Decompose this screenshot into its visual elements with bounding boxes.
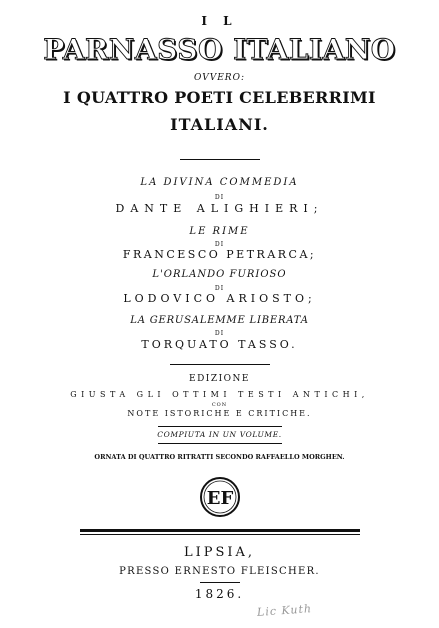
work-title-1: LA DIVINA COMMEDIA (140, 177, 299, 188)
divider-top (180, 159, 260, 160)
divider-compiuta-bottom (158, 443, 282, 444)
title-subtitle-1: I QUATTRO POETI CELEBERRIMI (63, 88, 376, 107)
edition-con: CON (211, 402, 228, 408)
edition-line-1: GIUSTA GLI OTTIMI TESTI ANTICHI, (70, 390, 369, 399)
edition-line-2: NOTE ISTORICHE E CRITICHE. (127, 409, 312, 418)
handwritten-signature: Lic Kuth (256, 602, 313, 619)
imprint-city: LIPSIA, (183, 545, 256, 560)
edition-compiuta: COMPIUTA IN UN VOLUME. (157, 430, 282, 439)
title-ovvero: OVVERO: (194, 73, 245, 83)
monogram-oval-icon (199, 476, 241, 518)
imprint-publisher: PRESSO ERNESTO FLEISCHER. (119, 566, 320, 577)
work-title-2: LE RIME (189, 226, 250, 237)
edition-label: EDIZIONE (189, 374, 250, 384)
divider-middle (170, 364, 270, 365)
imprint-year: 1826. (194, 587, 245, 601)
work-di-1: DI (214, 194, 225, 201)
work-author-3: LODOVICO ARIOSTO; (123, 292, 316, 305)
title-main: PARNASSO ITALIANO (43, 33, 396, 66)
imprint-divider (200, 582, 240, 583)
double-rule-thin (80, 534, 360, 535)
title-subtitle-2: ITALIANI. (170, 115, 269, 134)
monogram-letters: EF (206, 488, 234, 509)
double-rule-thick (80, 529, 360, 532)
work-di-2: DI (214, 241, 225, 248)
monogram-emblem (199, 476, 241, 518)
title-il: I L (201, 14, 238, 28)
edition-ornata: ORNATA DI QUATTRO RITRATTI SECONDO RAFFAELLO MORGHEN. (94, 453, 345, 461)
divider-compiuta-top (158, 426, 282, 427)
work-author-2: FRANCESCO PETRARCA; (122, 248, 317, 261)
work-title-3: L'ORLANDO FURIOSO (152, 269, 287, 280)
work-title-4: LA GERUSALEMME LIBERATA (130, 315, 309, 326)
work-di-4: DI (214, 330, 225, 337)
work-author-1: DANTE ALIGHIERI; (115, 202, 324, 215)
work-author-4: TORQUATO TASSO. (141, 338, 298, 351)
work-di-3: DI (214, 285, 225, 292)
